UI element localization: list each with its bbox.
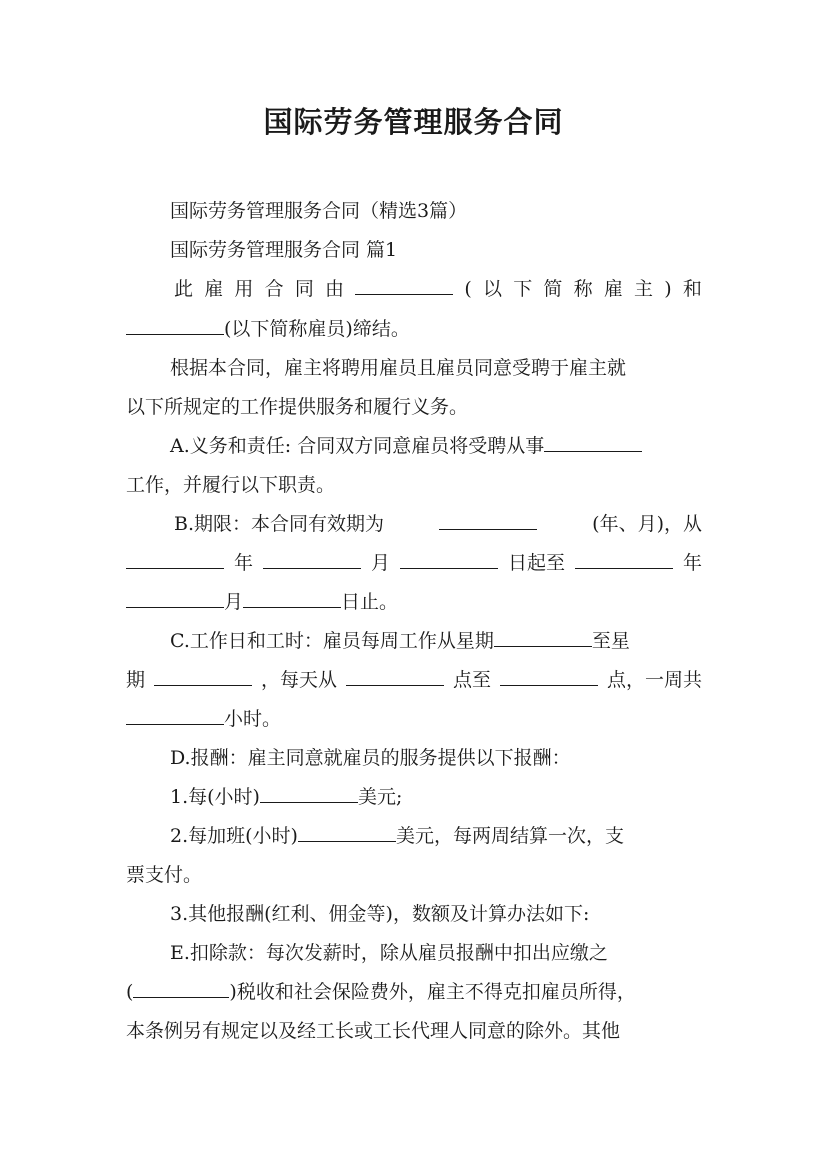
text-span: 2.每加班(小时) bbox=[170, 825, 298, 847]
text-span: 日止。 bbox=[341, 591, 399, 613]
blank-hourly-rate bbox=[260, 778, 358, 803]
text-span: 美元，每两周结算一次，支 bbox=[395, 825, 624, 847]
text-char: 此 bbox=[174, 278, 194, 300]
text-span: A.义务和责任: 合同双方同意雇员将受聘从事 bbox=[170, 435, 545, 457]
paragraph-intro-line2 bbox=[126, 310, 702, 348]
paragraph-pay-heading: D.报酬：雇主同意就雇员的服务提供以下报酬： bbox=[170, 747, 571, 769]
text-span: 期 bbox=[126, 669, 146, 691]
blank-employer-name bbox=[355, 270, 453, 295]
text-char: ) bbox=[664, 278, 672, 300]
paragraph-hours-line3 bbox=[126, 700, 702, 738]
paragraph-pay-other: 3.其他报酬(红利、佣金等)，数额及计算办法如下: bbox=[170, 903, 590, 925]
paragraph-term-line3 bbox=[126, 583, 702, 621]
text-span: B.期限：本合同有效期为 bbox=[174, 513, 385, 535]
text-char: 雇 bbox=[603, 278, 623, 300]
blank-term-length bbox=[439, 505, 537, 530]
text-char: 称 bbox=[573, 278, 593, 300]
text-span: ，每天从 bbox=[260, 669, 337, 691]
blank-time-start bbox=[346, 661, 444, 686]
paragraph-pay-overtime-line1 bbox=[126, 817, 702, 855]
paragraph-term-line1 bbox=[126, 505, 702, 543]
text-char: 以 bbox=[483, 278, 503, 300]
paragraph-pay-hourly bbox=[126, 778, 702, 816]
text-char: 同 bbox=[294, 278, 314, 300]
text-char: 雇 bbox=[204, 278, 224, 300]
text-char: 主 bbox=[634, 278, 654, 300]
text-span: C.工作日和工时：雇员每周工作从星期 bbox=[170, 630, 494, 652]
blank-start-month bbox=[263, 544, 361, 569]
blank-weekly-hours bbox=[126, 700, 224, 725]
text-char: 下 bbox=[513, 278, 533, 300]
paragraph-deduction-line2 bbox=[126, 973, 702, 1011]
text-span: 至星 bbox=[591, 630, 630, 652]
text-span: (以下简称雇员)缔结。 bbox=[224, 318, 410, 340]
text-span: 日起至 bbox=[507, 552, 565, 574]
text-span: (年、月)，从 bbox=[592, 513, 702, 535]
paragraph-duties-line2: 工作，并履行以下职责。 bbox=[126, 474, 336, 496]
text-char: ( bbox=[464, 278, 472, 300]
text-char: 用 bbox=[234, 278, 254, 300]
text-char: 和 bbox=[682, 278, 702, 300]
paragraph-pay-overtime-line2: 票支付。 bbox=[126, 864, 203, 886]
text-span: ( bbox=[126, 981, 134, 1003]
blank-end-day bbox=[243, 583, 341, 608]
paragraph-basis-line1: 根据本合同，雇主将聘用雇员且雇员同意受聘于雇主就 bbox=[170, 357, 627, 379]
paragraph-term-line2 bbox=[126, 544, 702, 582]
text-char: 合 bbox=[264, 278, 284, 300]
text-span: 1.每(小时) bbox=[170, 786, 260, 808]
paragraph-hours-line2 bbox=[126, 661, 702, 699]
text-span: 点，一周共 bbox=[606, 669, 702, 691]
paragraph-chapter: 国际劳务管理服务合同 篇1 bbox=[170, 239, 398, 261]
text-span: 年 bbox=[682, 552, 702, 574]
blank-overtime-rate bbox=[298, 817, 396, 842]
text-span: 小时。 bbox=[224, 708, 282, 730]
blank-time-end bbox=[500, 661, 598, 686]
text-char: 由 bbox=[325, 278, 345, 300]
blank-end-year bbox=[575, 544, 673, 569]
blank-end-month bbox=[126, 583, 224, 608]
text-span: 年 bbox=[233, 552, 253, 574]
text-span: 月 bbox=[370, 552, 390, 574]
paragraph-duties-line1 bbox=[126, 427, 702, 465]
text-span: 月 bbox=[224, 591, 244, 613]
blank-weekday-start bbox=[494, 622, 592, 647]
paragraph-basis-line2: 以下所规定的工作提供服务和履行义务。 bbox=[126, 396, 469, 418]
text-span: )税收和社会保险费外，雇主不得克扣雇员所得， bbox=[229, 981, 636, 1003]
paragraph-intro-line1 bbox=[126, 270, 702, 308]
text-span: 点至 bbox=[452, 669, 491, 691]
paragraph-deduction-line1: E.扣除款：每次发薪时，除从雇员报酬中扣出应缴之 bbox=[170, 942, 608, 964]
text-span: 美元; bbox=[357, 786, 403, 808]
text-char: 简 bbox=[543, 278, 563, 300]
blank-start-year bbox=[126, 544, 224, 569]
paragraph-subtitle: 国际劳务管理服务合同（精选3篇） bbox=[170, 200, 468, 222]
blank-weekday-end bbox=[154, 661, 252, 686]
paragraph-deduction-line3: 本条例另有规定以及经工长或工长代理人同意的除外。其他 bbox=[126, 1020, 621, 1042]
blank-start-day bbox=[400, 544, 498, 569]
blank-job-title bbox=[544, 427, 642, 452]
blank-tax-type bbox=[133, 973, 229, 998]
blank-employee-name bbox=[126, 310, 224, 335]
paragraph-hours-line1 bbox=[126, 622, 702, 660]
document-title: 国际劳务管理服务合同 bbox=[263, 105, 564, 139]
